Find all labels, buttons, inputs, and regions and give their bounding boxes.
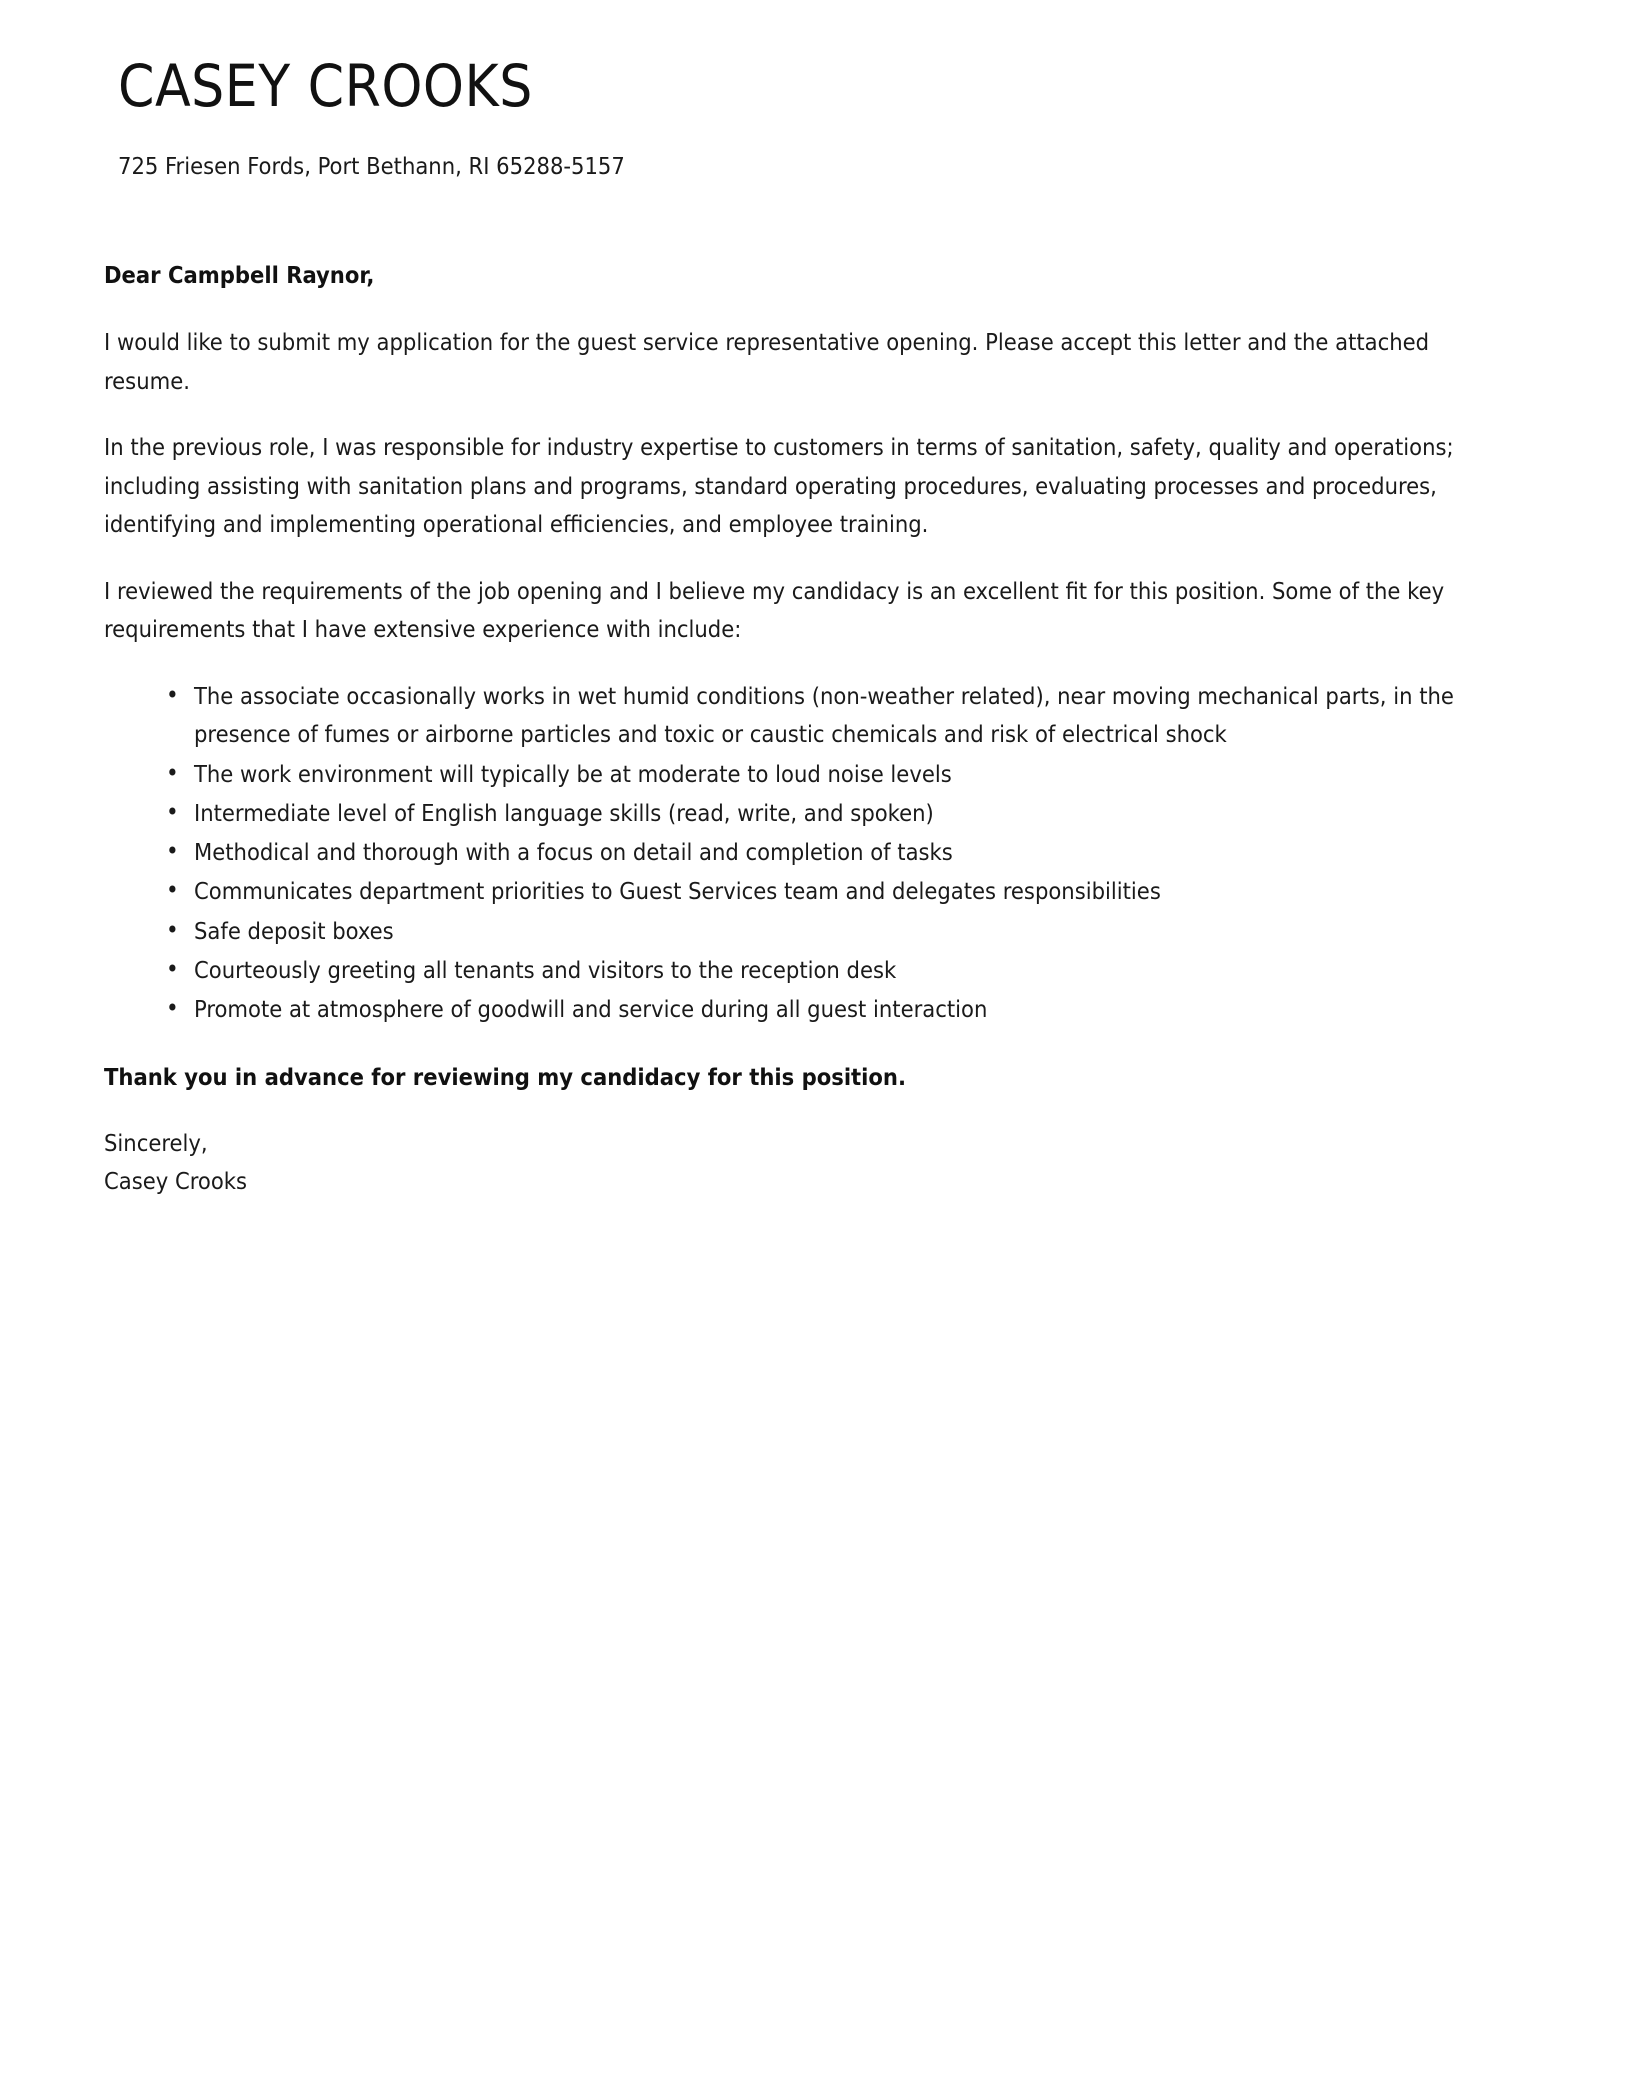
signature-name: Casey Crooks <box>104 1166 248 1195</box>
letter-body <box>104 260 1454 1200</box>
list-item: • Safe deposit boxes <box>162 912 1454 950</box>
closing-thanks: Thank you in advance for reviewing my candidacy for this position. <box>104 1062 907 1091</box>
list-item: • Promote at atmosphere of goodwill and service during all guest interaction <box>162 990 1454 1028</box>
body-paragraph-3: I reviewed the requirements of the job opening and I believe my candidacy is an excellent fit for this position. Some of the key requirements that I have extensive experience with include: <box>104 576 1445 644</box>
salutation: Dear Campbell Raynor, <box>104 260 375 289</box>
list-item: • The work environment will typically be at moderate to loud noise levels <box>162 755 1454 793</box>
requirements-list <box>104 677 1454 1029</box>
list-item: • Communicates department priorities to Guest Services team and delegates responsibilities <box>162 872 1454 910</box>
body-paragraph-2: In the previous role, I was responsible for industry expertise to customers in terms of sanitation, safety, quality and operations; including assisting with sanitation plans and programs, standard operating procedures, evaluating processes and procedures, identifying and implementing operational efficiencies, and employee training. <box>104 433 1454 539</box>
valediction: Sincerely, <box>104 1128 208 1157</box>
list-item: • Intermediate level of English language skills (read, write, and spoken) <box>162 794 1454 832</box>
body-paragraph-1: I would like to submit my application for the guest service representative opening. Please accept this letter and the attached resume. <box>104 328 1430 395</box>
list-item: • Courteously greeting all tenants and visitors to the reception desk <box>162 951 1454 989</box>
list-item: • Methodical and thorough with a focus on detail and completion of tasks <box>162 833 1454 871</box>
signature-block <box>104 1124 1454 1200</box>
candidate-address: 725 Friesen Fords, Port Bethann, RI 65288-5157 <box>118 151 625 180</box>
list-item: • The associate occasionally works in wet humid conditions (non-weather related), near moving mechanical parts, in the presence of fumes or airborne particles and toxic or caustic chemicals and risk of electrical shock <box>162 677 1454 754</box>
page-title: CASEY CROOKS <box>118 52 533 120</box>
letterhead <box>104 0 1512 182</box>
letter-content <box>104 0 1512 1200</box>
